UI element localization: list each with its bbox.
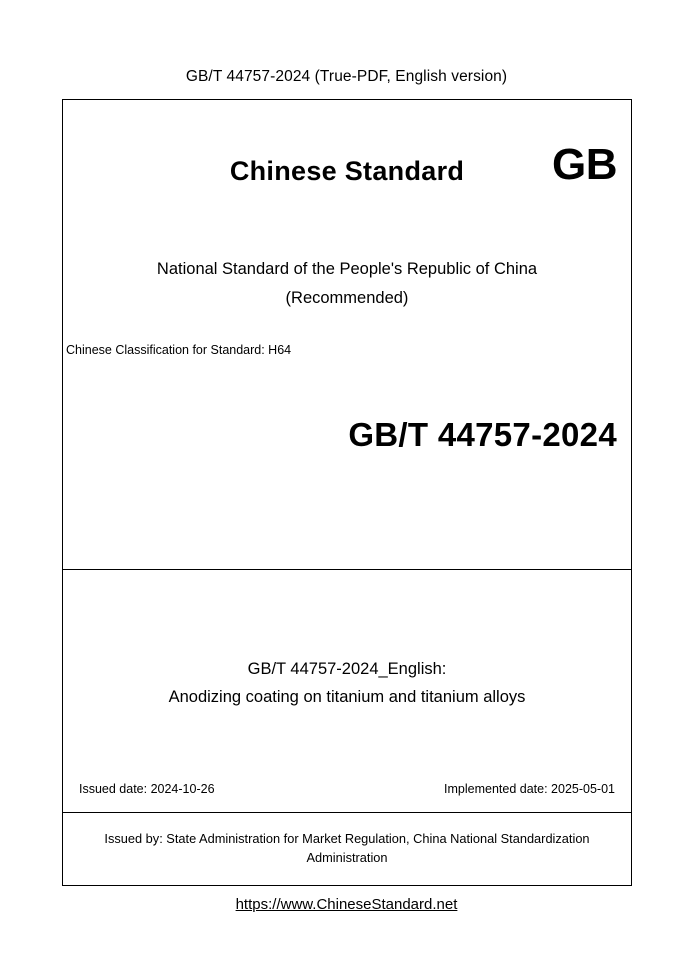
issued-by-text: Issued by: State Administration for Market Regulation, China National Standardization Administration xyxy=(104,831,590,865)
standard-cover-box xyxy=(62,99,632,886)
national-standard-line xyxy=(63,255,631,313)
issued-date: Issued date: 2024-10-26 xyxy=(79,782,215,796)
english-title-line-2: Anodizing coating on titanium and titanium alloys xyxy=(168,688,526,707)
date-row xyxy=(63,782,631,796)
cover-lower-section xyxy=(63,570,631,813)
gb-logo: GB xyxy=(552,140,617,189)
cover-title: Chinese Standard xyxy=(229,156,465,186)
footer-url[interactable]: https://www.ChineseStandard.net xyxy=(235,896,458,913)
page-header-caption: GB/T 44757-2024 (True-PDF, English version) xyxy=(185,68,508,85)
national-standard-line-2: (Recommended) xyxy=(285,288,409,307)
standard-number: GB/T 44757-2024 xyxy=(348,416,617,453)
national-standard-line-1: National Standard of the People's Republic of China xyxy=(156,260,538,278)
classification-code: Chinese Classification for Standard: H64 xyxy=(66,343,292,357)
implemented-date: Implemented date: 2025-05-01 xyxy=(444,782,615,796)
cover-upper-section xyxy=(63,100,631,570)
english-title xyxy=(63,655,631,711)
english-title-line-1: GB/T 44757-2024_English: xyxy=(247,660,447,678)
